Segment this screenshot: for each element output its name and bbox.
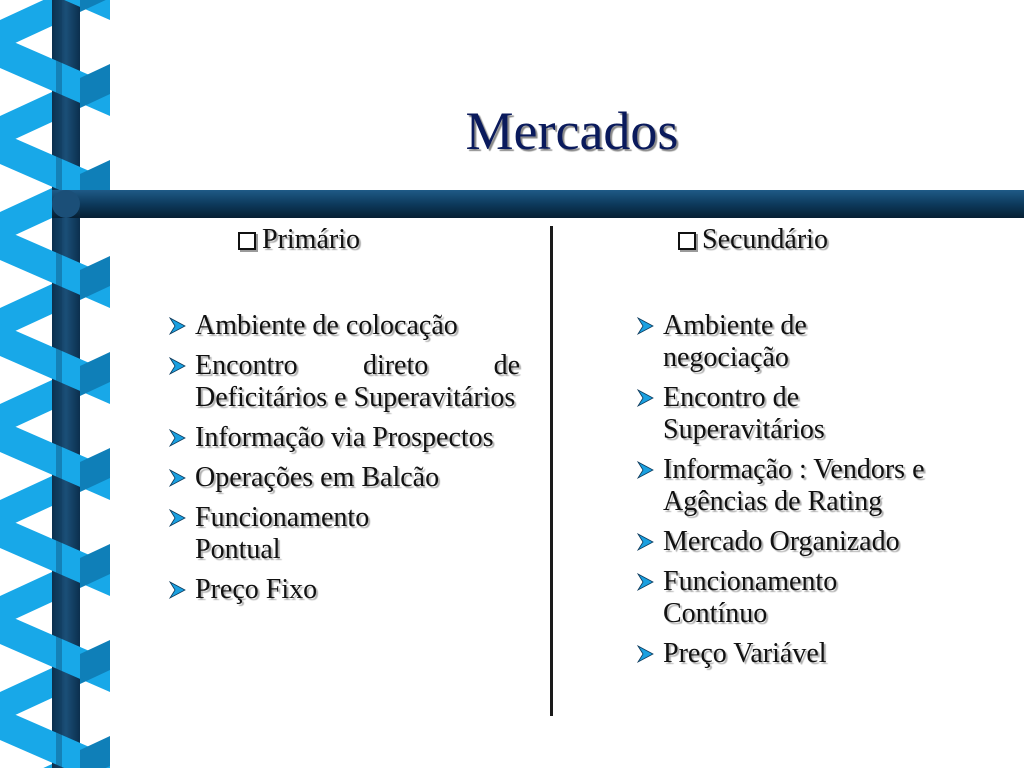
right-column-heading bbox=[678, 224, 828, 256]
list-item: Informação via Prospectos bbox=[195, 422, 494, 453]
arrow-bullet-icon bbox=[635, 388, 655, 408]
arrow-bullet-icon bbox=[635, 644, 655, 664]
arrow-bullet-icon bbox=[167, 428, 187, 448]
arrow-bullet-icon bbox=[167, 468, 187, 488]
list-item: Preço Variável bbox=[663, 638, 827, 669]
column-divider bbox=[550, 226, 553, 716]
arrow-bullet-icon bbox=[635, 532, 655, 552]
list-item: Preço Fixo bbox=[195, 574, 318, 605]
list-item: Funcionamento Pontual bbox=[195, 502, 370, 565]
checkbox-bullet-icon bbox=[238, 232, 256, 250]
title-underline-bar bbox=[52, 190, 1024, 218]
arrow-bullet-icon bbox=[167, 356, 187, 376]
list-item: Ambiente de negociação bbox=[663, 310, 807, 373]
list-item: Encontro de Superavitários bbox=[663, 382, 825, 445]
arrow-bullet-icon bbox=[635, 316, 655, 336]
arrow-bullet-icon bbox=[167, 316, 187, 336]
arrow-bullet-icon bbox=[167, 508, 187, 528]
arrow-bullet-icon bbox=[635, 572, 655, 592]
list-item: Operações em Balcão bbox=[195, 462, 440, 493]
ribbon-band-shadow bbox=[80, 736, 110, 768]
right-heading-text: Secundário bbox=[702, 224, 828, 255]
left-column-list bbox=[165, 310, 520, 614]
list-item: Funcionamento Contínuo bbox=[663, 566, 838, 629]
arrow-bullet-icon bbox=[167, 580, 187, 600]
right-column-list bbox=[633, 310, 963, 678]
list-item: Ambiente de colocação bbox=[195, 310, 458, 341]
left-column-heading bbox=[238, 224, 360, 256]
page-title: Mercados bbox=[465, 101, 679, 161]
ribbon-band bbox=[0, 764, 52, 768]
arrow-bullet-icon bbox=[635, 460, 655, 480]
checkbox-bullet-icon bbox=[678, 232, 696, 250]
list-item: Encontro direto de Deficitários e Superavitários bbox=[195, 350, 520, 413]
list-item: Mercado Organizado bbox=[663, 526, 900, 557]
list-item: Informação : Vendors e Agências de Rating bbox=[663, 454, 925, 517]
left-heading-text: Primário bbox=[262, 224, 360, 255]
